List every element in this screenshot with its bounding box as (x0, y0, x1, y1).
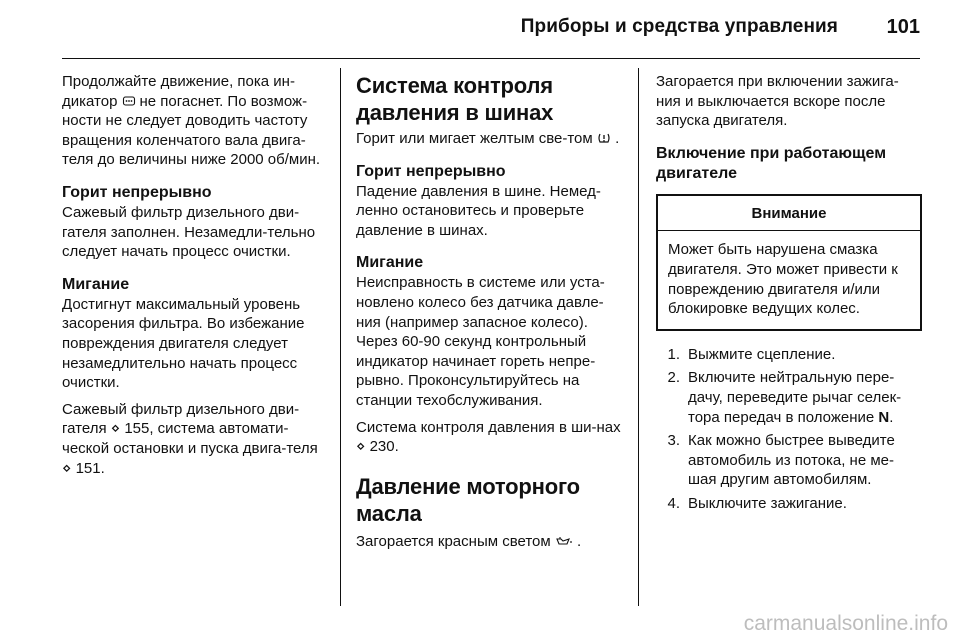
steps-list (656, 345, 922, 514)
page-reference-icon: ⋄ (62, 459, 72, 477)
paragraph-steady: Падение давления в шине. Немед-ленно остановитесь и проверьте давление в шинах. (356, 182, 601, 239)
filter-indicator-icon (122, 93, 140, 109)
column-divider-2 (638, 68, 639, 606)
paragraph-steady: Сажевый фильтр дизельного дви-гателя заполнен. Незамедли-тельно следует начать процесс очистки. (62, 203, 316, 261)
warning-text: Может быть нарушена смазка двигателя. Это может привести к повреждению двигателя и/или блокировке ведущих колес. (668, 241, 898, 318)
column-3 (656, 72, 922, 514)
column-2 (356, 72, 626, 551)
list-item: 1. Выжмите сцепление. (667, 345, 836, 363)
paragraph-references: Сажевый фильтр дизельного дви-гателя ⋄ 155, система автомати-ческой остановки и пуска двига-теля ⋄ 151. (62, 400, 318, 477)
list-item: 3. Как можно быстрее выведите автомобиль из потока, не ме-шая другим автомобилям. (667, 432, 895, 489)
column-divider-1 (340, 68, 341, 606)
list-item: 4. Выключите зажигание. (667, 494, 847, 512)
page-header (0, 0, 960, 60)
heading-steady: Горит непрерывно (62, 183, 212, 201)
watermark: carmanualsonline.info (743, 612, 948, 635)
paragraph-tire-pressure: Горит или мигает желтым све-том . (356, 130, 620, 147)
page-number: 101 (886, 16, 920, 38)
warning-title: Внимание (658, 196, 920, 232)
column-1 (62, 72, 328, 478)
heading-blinking: Мигание (62, 275, 130, 293)
reference-link-155[interactable]: 155, система автомати-ческой остановки и пуска двига-теля (62, 420, 318, 457)
page-title: Приборы и средства управления (520, 16, 838, 37)
heading-tire-pressure: Система контроля давления в шинах (356, 73, 554, 125)
reference-link-230[interactable]: 230. (369, 438, 399, 456)
list-item: 2. Включите нейтральную пере-дачу, переведите рычаг селек-тора передач в положение N. (667, 369, 902, 426)
reference-link-151[interactable]: 151. (75, 459, 105, 477)
heading-blinking: Мигание (356, 254, 424, 272)
tire-pressure-icon (597, 130, 615, 147)
paragraph-oil-pressure: Загорается красным светом . (356, 532, 582, 550)
paragraph-blinking: Неисправность в системе или уста-новлено колесо без датчика давле-ния (например запасное колесо). Через 60-90 секунд контрольный индикатор начинает гореть непре-рывно. Проконсультируйтесь на станции техобслуживания. (356, 274, 605, 409)
heading-oil-pressure: Давление моторного масла (356, 473, 580, 526)
warning-box (656, 194, 922, 331)
paragraph-blinking: Достигнут максимальный уровень засорения фильтра. Во избежание повреждения двигателя следует незамедлительно начать процесс очистки. (62, 295, 305, 392)
oil-can-icon (555, 533, 577, 550)
paragraph-oil-intro: Загорается при включении зажига-ния и выключается вскоре после запуска двигателя. (656, 73, 899, 130)
header-divider (62, 58, 920, 59)
paragraph-continue-driving: Продолжайте движение, пока ин-дикатор не погаснет. По возмож-ности не следует доводить частоту вращения коленчатого вала двига-теля до величины ниже 2000 об/мин. (62, 73, 321, 169)
heading-engine-running: Включение при работающем двигателе (656, 144, 887, 182)
paragraph-reference: Система контроля давления в ши-нах ⋄ 230. (356, 418, 621, 456)
heading-steady: Горит непрерывно (356, 162, 506, 180)
page-reference-icon: ⋄ (110, 420, 121, 438)
page-reference-icon: ⋄ (356, 438, 366, 456)
